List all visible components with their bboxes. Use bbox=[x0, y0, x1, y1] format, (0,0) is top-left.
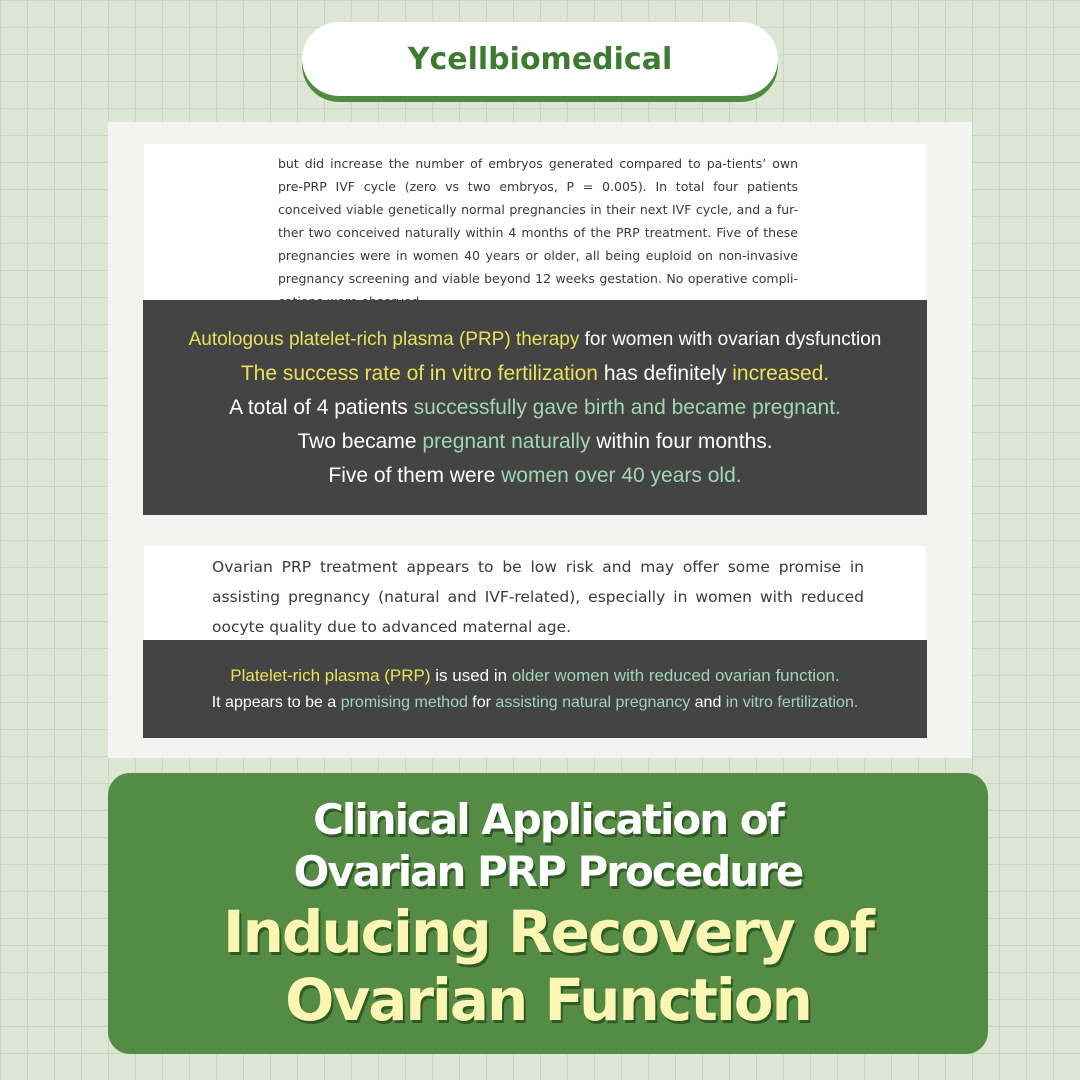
summary-1-line-5 bbox=[328, 459, 741, 493]
summary-box-2 bbox=[143, 640, 927, 738]
summary-1-line-1 bbox=[189, 323, 882, 357]
summary-1-line-4-start: Two became bbox=[297, 429, 423, 453]
excerpt-2-text: Ovarian PRP treatment appears to be low risk and may offer some promise in assisting pregnancy (natural and IVF-related), especially in women with reduced oocyte quality due to advanced maternal age. bbox=[212, 558, 864, 636]
summary-2-line-2 bbox=[212, 689, 859, 716]
summary-2-line-2-highlight-3: in vitro fertilization. bbox=[725, 694, 859, 711]
summary-1-line-3-highlight: successfully gave birth and became pregnant. bbox=[413, 395, 841, 419]
summary-1-line-4 bbox=[297, 425, 772, 459]
summary-1-line-1-highlight: Autologous platelet-rich plasma (PRP) therapy bbox=[188, 328, 580, 350]
brand-pill bbox=[302, 22, 778, 96]
paper-excerpt-2 bbox=[144, 546, 926, 640]
summary-2-line-1-mid: is used in bbox=[430, 666, 512, 685]
summary-2-line-2-highlight-1: promising method bbox=[340, 694, 468, 711]
summary-1-line-5-start: Five of them were bbox=[328, 463, 502, 487]
title-line-1: Clinical Application of bbox=[313, 794, 783, 844]
summary-2-line-2-mid-1: for bbox=[467, 694, 496, 711]
summary-2-line-1 bbox=[230, 662, 839, 689]
summary-1-line-3-start: A total of 4 patients bbox=[229, 395, 414, 419]
title-line-3: Inducing Recovery of bbox=[223, 897, 873, 966]
summary-1-line-2-highlight-2: increased. bbox=[732, 361, 830, 385]
summary-1-line-1-rest: for women with ovarian dysfunction bbox=[579, 328, 882, 350]
summary-2-line-2-highlight-2: assisting natural pregnancy bbox=[495, 694, 691, 711]
summary-box-1 bbox=[143, 300, 927, 515]
summary-1-line-4-highlight: pregnant naturally bbox=[422, 429, 591, 453]
summary-2-line-1-highlight-1: Platelet-rich plasma (PRP) bbox=[230, 666, 431, 685]
title-line-4: Ovarian Function bbox=[285, 965, 811, 1034]
summary-2-line-1-highlight-2: older women with reduced ovarian function. bbox=[511, 666, 840, 685]
summary-1-line-5-highlight: women over 40 years old. bbox=[501, 463, 742, 487]
excerpt-1-text: but did increase the number of embryos generated compared to pa-tients’ own pre-PRP IVF cycle (zero vs two embryos, P = 0.005). In total four patients conceived viable genetically normal pregnancies in their next IVF cycle, and a fur-ther two conceived naturally within 4 months of the PRP treatment. Five of these pregnancies were in women 40 years or older, all being euploid on non-invasive pregnancy screening and viable beyond 12 weeks gestation. No operative compli- bbox=[278, 156, 798, 286]
brand-name: Ycellbiomedical bbox=[407, 41, 673, 77]
summary-2-line-2-start: It appears to be a bbox=[211, 694, 341, 711]
summary-2-line-2-mid-2: and bbox=[690, 694, 726, 711]
paper-excerpt-1 bbox=[144, 144, 926, 304]
summary-1-line-2 bbox=[241, 357, 829, 391]
title-line-2: Ovarian PRP Procedure bbox=[293, 846, 803, 896]
summary-1-line-3 bbox=[229, 391, 841, 425]
summary-1-line-4-rest: within four months. bbox=[590, 429, 773, 453]
document-panel bbox=[108, 122, 972, 758]
title-panel bbox=[108, 773, 988, 1054]
summary-1-line-2-highlight-1: The success rate of in vitro fertilization bbox=[240, 361, 598, 385]
summary-1-line-2-mid: has definitely bbox=[598, 361, 733, 385]
